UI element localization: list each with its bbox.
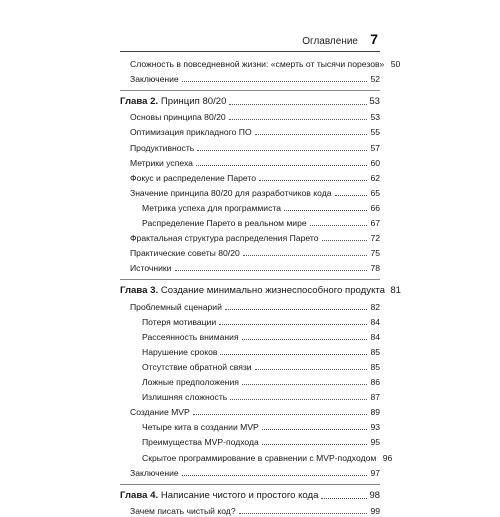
toc-entry[interactable]	[120, 344, 380, 358]
dot-leader	[242, 338, 367, 340]
toc-entry-title	[142, 331, 239, 343]
toc-entry-text: Потеря мотивации	[142, 316, 217, 327]
dot-leader	[229, 103, 367, 105]
toc-page-number: 93	[370, 422, 380, 433]
dot-leader	[262, 428, 367, 430]
chapter-label: Глава 2.	[120, 96, 159, 108]
toc-entry[interactable]	[120, 329, 380, 343]
header-title: Оглавление	[302, 36, 358, 47]
dot-leader	[197, 149, 367, 151]
dot-leader	[310, 224, 367, 226]
toc-page-number: 65	[370, 187, 380, 198]
toc-entry[interactable]	[120, 140, 380, 154]
toc-entry-title	[130, 157, 193, 169]
toc-entry-title	[142, 436, 259, 448]
toc-page-number: 86	[370, 377, 380, 387]
toc-entry-text: Зачем писать чистый код?	[130, 505, 236, 516]
toc-page-number: 89	[370, 407, 380, 418]
toc-entry-title	[130, 406, 190, 418]
toc-entry[interactable]	[120, 56, 401, 70]
toc-entry[interactable]	[120, 314, 380, 328]
toc-entry[interactable]	[120, 71, 380, 85]
toc-entry-title	[130, 301, 222, 313]
toc-entry-title	[130, 58, 384, 70]
toc-entry-title	[142, 346, 217, 358]
toc-page-number: 85	[370, 346, 380, 357]
dot-leader	[262, 443, 367, 445]
toc-page-number: 75	[370, 248, 380, 259]
toc-entry-text: Фрактальная структура распределения Парето	[130, 233, 319, 244]
dot-leader	[255, 368, 367, 370]
toc-chapter[interactable]	[120, 94, 380, 108]
toc-entry[interactable]	[120, 419, 380, 433]
toc-entry[interactable]	[120, 215, 380, 229]
toc-entry-title	[130, 142, 194, 154]
toc-entry-title	[130, 467, 179, 479]
toc-entry[interactable]	[120, 245, 380, 259]
toc-entry-text: Значение принципа 80/20 для разработчиков кода	[130, 187, 332, 198]
toc-entry-title	[142, 376, 239, 388]
toc-entry[interactable]	[120, 404, 380, 418]
toc-entry-text: Заключение	[130, 74, 179, 85]
toc-page-number: 50	[390, 59, 401, 69]
dot-leader	[230, 398, 367, 400]
toc-entry-title	[142, 421, 259, 433]
dot-leader	[182, 474, 367, 476]
chapter-separator	[120, 90, 380, 91]
toc-page-number: 53	[370, 112, 380, 123]
dot-leader	[255, 133, 367, 135]
toc-page-number: 96	[382, 452, 393, 463]
dot-leader	[242, 383, 367, 385]
chapter-label: Глава 4.	[120, 489, 159, 501]
toc-entry[interactable]	[120, 124, 380, 138]
toc-entry[interactable]	[120, 200, 380, 214]
toc-entry[interactable]	[120, 503, 380, 517]
toc-entry-text: Фокус и распределение Парето	[130, 172, 256, 183]
toc-entry[interactable]	[120, 389, 380, 403]
dot-leader	[182, 80, 367, 82]
toc-entry-title	[142, 452, 376, 464]
toc-page-number: 82	[370, 301, 380, 312]
toc-entry-text: Создание MVP	[130, 407, 190, 418]
toc-page-number: 66	[370, 202, 380, 213]
toc-entry-text: Излишняя сложность	[142, 392, 228, 403]
toc-entry-text: Нарушение сроков	[142, 346, 218, 357]
toc-entry-text: Проблемный сценарий	[130, 301, 222, 312]
toc-entry[interactable]	[120, 434, 380, 448]
toc-entry-text: Четыре кита в создании MVP	[142, 422, 259, 433]
toc-entry-text: Метрика успеха для программиста	[142, 202, 281, 213]
toc-entry-text: Отсутствие обратной связи	[142, 361, 252, 372]
dot-leader	[225, 308, 367, 310]
page-number: 7	[370, 31, 378, 47]
toc-page-number: 81	[390, 285, 401, 297]
toc-entry-title	[142, 217, 307, 229]
toc-entry-text: Скрытое программирование в сравнении с MVP-подходом	[142, 452, 377, 463]
toc-page-number: 60	[370, 157, 380, 168]
toc-entry-text: Рассеянность внимания	[142, 331, 239, 342]
toc-entry[interactable]	[120, 185, 380, 199]
toc-entry[interactable]	[120, 170, 380, 184]
toc-entry-text: Написание чистого и простого кода	[160, 489, 319, 501]
toc-entry-text: Ложные предположения	[142, 377, 239, 387]
toc-page-number: 72	[370, 233, 380, 244]
dot-leader	[229, 118, 367, 120]
toc-page-number: 57	[370, 142, 380, 153]
toc-page-number: 67	[370, 218, 380, 228]
toc-entry-title	[130, 232, 319, 244]
toc-entry-text: Заключение	[130, 467, 179, 478]
toc-entry[interactable]	[120, 374, 380, 388]
toc-entry[interactable]	[120, 155, 380, 169]
running-header	[120, 33, 380, 52]
dot-leader	[239, 512, 367, 514]
dot-leader	[335, 194, 368, 196]
toc-entry-title	[142, 361, 252, 373]
dot-leader	[321, 497, 367, 499]
toc-entry-text: Продуктивность	[130, 142, 195, 153]
toc-page-number: 84	[370, 316, 380, 327]
toc-entry-text: Практические советы 80/20	[130, 248, 240, 259]
dot-leader	[175, 269, 368, 271]
dot-leader	[322, 239, 368, 241]
toc-entry[interactable]	[120, 109, 380, 123]
toc-entry-text: Сложность в повседневной жизни: «смерть от тысячи порезов»	[130, 59, 385, 69]
toc-page-number: 78	[370, 263, 380, 274]
toc-entry-title	[130, 262, 172, 274]
toc-entry-title	[130, 247, 240, 259]
toc-entry-title	[130, 187, 332, 199]
toc-page-number: 97	[370, 467, 380, 478]
toc-entry-title	[120, 285, 385, 297]
toc-page-number: 98	[369, 489, 380, 501]
toc-page-number: 99	[370, 505, 380, 516]
toc-entry-title	[142, 316, 216, 328]
dot-leader	[259, 179, 367, 181]
toc-entry-title	[130, 111, 226, 123]
toc-entry[interactable]	[120, 299, 380, 313]
toc-entry-text: Преимущества MVP-подхода	[142, 437, 259, 448]
toc-page-number: 53	[369, 96, 380, 108]
toc-page-number: 95	[370, 437, 380, 448]
toc-entry[interactable]	[120, 359, 380, 373]
toc-page-number: 55	[370, 127, 380, 138]
toc-page-number: 62	[370, 172, 380, 183]
dot-leader	[284, 209, 367, 211]
toc-entry-title	[130, 73, 179, 85]
toc-page-number: 52	[370, 74, 380, 85]
dot-leader	[196, 164, 367, 166]
toc-entry-title	[142, 391, 227, 403]
toc-entry[interactable]	[120, 450, 393, 464]
toc-entry-text: Создание минимально жизнеспособного продукта	[160, 285, 385, 297]
toc-chapter[interactable]	[120, 283, 401, 297]
toc-page-number: 85	[370, 361, 380, 372]
dot-leader	[219, 323, 367, 325]
toc-entry-title	[120, 96, 226, 108]
chapter-separator	[120, 279, 380, 280]
toc-entry-title	[130, 505, 236, 517]
toc-entry-text: Метрики успеха	[130, 157, 193, 168]
toc-entry-text: Распределение Парето в реальном мире	[142, 218, 307, 228]
toc-entry[interactable]	[120, 465, 380, 479]
toc-entry-text: Оптимизация прикладного ПО	[130, 127, 252, 138]
toc-entry[interactable]	[120, 230, 380, 244]
toc-entry[interactable]	[120, 260, 380, 274]
toc-page-number: 84	[370, 331, 380, 342]
toc-entry-title	[130, 126, 252, 138]
dot-leader	[193, 413, 367, 415]
toc-entry-text: Принцип 80/20	[160, 96, 227, 108]
chapter-label: Глава 3.	[120, 285, 159, 297]
toc-entry-title	[130, 172, 256, 184]
toc-page-number: 87	[370, 392, 380, 403]
toc-entry-text: Источники	[130, 263, 172, 274]
dot-leader	[220, 353, 367, 355]
dot-leader	[243, 254, 367, 256]
toc-entry-title	[142, 202, 281, 214]
chapter-separator	[120, 484, 380, 485]
toc-entry-text: Основы принципа 80/20	[130, 112, 226, 123]
